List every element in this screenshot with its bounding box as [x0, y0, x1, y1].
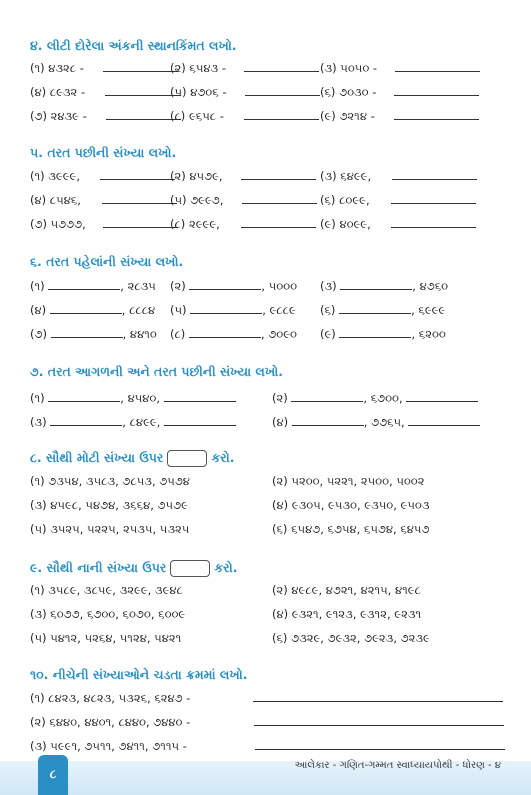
item-number: (૮): [170, 217, 186, 231]
number-list-item: [30, 474, 190, 489]
exercise-item: [320, 216, 476, 232]
item-number: (૪): [30, 303, 47, 317]
item-number: (૨): [272, 583, 288, 597]
footer-text: આલેકાર - ગણિત-ગમ્મત સ્વાધ્યાયપોથી - ધોરણ - ૪: [294, 760, 501, 771]
number-list-item: [272, 607, 421, 622]
item-value: , ૪૫૪૦,: [120, 391, 160, 405]
item-value: ૩૯૯૯,: [48, 169, 81, 183]
item-number: (૪): [30, 193, 47, 207]
item-number: (૧): [30, 391, 45, 405]
item-value: , ૨૮૩૫: [120, 279, 156, 293]
item-number: (૨): [30, 715, 46, 729]
exercise-item: [30, 192, 177, 208]
exercise-item: [30, 390, 236, 406]
number-list: ૪૯૮૯, ૪૭૨૧, ૪૨૧૫, ૪૧૯૮: [291, 583, 421, 597]
item-number: (૩): [320, 169, 337, 183]
number-list: ૯૩૨૧, ૯૧૨૩, ૯૩૧૨, ૯૨૩૧: [291, 607, 422, 621]
item-value: , ૭૭૬૫,: [363, 415, 405, 429]
answer-blank[interactable]: [105, 84, 180, 96]
answer-blank[interactable]: [244, 108, 319, 120]
exercise-item: [170, 302, 296, 318]
answer-blank[interactable]: [50, 414, 122, 426]
page-number: ૮: [38, 755, 68, 795]
item-value: ૭૯૯૭,: [190, 193, 224, 207]
item-value: , ૭૦૯૦: [260, 327, 297, 341]
answer-blank[interactable]: [291, 390, 363, 402]
number-list: ૩૫૨૫, ૫૨૨૫, ૨૫૩૫, ૫૩૨૫: [50, 522, 190, 536]
answer-blank[interactable]: [103, 60, 178, 72]
number-list-item: [272, 583, 421, 598]
section-9-title-a: ૯. સૌથી નાની સંખ્યા ઉપર: [30, 560, 167, 575]
item-value: , ૪૭૬૦: [412, 279, 449, 293]
number-list: ૭૩૨૯, ૭૯૩૨, ૭૯૨૩, ૭૨૩૯: [291, 631, 430, 645]
item-number: (૩): [30, 739, 47, 753]
item-number: (૫): [170, 193, 187, 207]
exercise-item: [320, 278, 448, 294]
item-number: (૮): [170, 327, 186, 341]
answer-blank[interactable]: [48, 278, 120, 290]
exercise-item: [30, 216, 178, 232]
section-8-title-a: ૮. સૌથી મોટી સંખ્યા ઉપર: [30, 450, 164, 465]
answer-blank[interactable]: [394, 108, 479, 120]
answer-blank[interactable]: [253, 690, 503, 702]
exercise-item: [320, 302, 445, 318]
answer-blank[interactable]: [391, 192, 476, 204]
number-list-item: [30, 522, 189, 537]
section-6-title: ૬. તરત પહેલાંની સંખ્યા લખો.: [30, 254, 184, 269]
answer-blank[interactable]: [391, 216, 476, 228]
item-number: (૧): [30, 61, 45, 75]
exercise-item: [170, 278, 297, 294]
answer-blank[interactable]: [392, 168, 477, 180]
item-value: , ૬૯૯૯: [411, 303, 446, 317]
exercise-item: [320, 60, 480, 76]
item-number: (૨): [170, 61, 186, 75]
answer-blank[interactable]: [189, 278, 261, 290]
item-number: (૪): [30, 85, 47, 99]
item-value: ૭૨૧૪ -: [339, 109, 375, 123]
item-value: , ૬૨૦૦: [411, 327, 446, 341]
item-value: ૫૦૫૦ -: [340, 61, 378, 75]
section-5-title: ૫. તરત પછીની સંખ્યા લખો.: [30, 145, 177, 160]
answer-blank[interactable]: [339, 326, 411, 338]
answer-blank[interactable]: [242, 192, 317, 204]
exercise-item: [30, 278, 156, 294]
exercise-item: [272, 414, 480, 430]
item-value: ૪૩૨૮ -: [48, 61, 84, 75]
item-number: (૯): [320, 217, 336, 231]
exercise-item: [170, 326, 297, 342]
number-list-item: [272, 498, 429, 513]
item-number: (૪): [272, 607, 289, 621]
item-value: , ૯૮૮૯: [262, 303, 296, 317]
item-number: (૩): [30, 498, 47, 512]
item-number: (૯): [320, 327, 336, 341]
exercise-item: [30, 302, 155, 318]
item-number: (૫): [30, 522, 47, 536]
number-list: ૮૪૨૩, ૪૮૨૩, ૫૩૨૬, ૬૨૪૭ -: [48, 691, 191, 705]
number-list: ૫૪૧૨, ૫૨૬૪, ૫૧૨૪, ૫૪૨૧: [50, 631, 182, 645]
number-list: ૯૩૦૫, ૯૫૩૦, ૯૩૫૦, ૯૫૦૩: [291, 498, 430, 512]
item-number: (૬): [320, 193, 336, 207]
item-number: (૭): [30, 217, 47, 231]
section-10-title: ૧૦. નીચેની સંખ્યાઓને ચડતા ક્રમમાં લખો.: [30, 667, 248, 682]
number-list: ૫૨૦૦, ૫૨૨૧, ૨૫૦૦, ૫૦૦૨: [291, 474, 425, 488]
exercise-item: [272, 390, 478, 406]
item-number: (૩): [320, 279, 337, 293]
answer-blank[interactable]: [241, 216, 316, 228]
number-list-item: [272, 631, 430, 646]
item-number: (૩): [30, 607, 47, 621]
item-value: ૫૭૭૭,: [50, 217, 86, 231]
section-8-title: [30, 450, 235, 467]
item-value: ૭૦૩૦ -: [339, 85, 377, 99]
item-number: (૫): [170, 85, 187, 99]
item-value: ૪૭૦૬ -: [190, 85, 227, 99]
answer-blank[interactable]: [103, 216, 178, 228]
number-list: ૬૪૪૦, ૪૪૦૧, ૮૪૪૦, ૭૪૪૦ -: [49, 715, 191, 729]
item-number: (૨): [170, 169, 186, 183]
section-4-title: ૪. લીટી દોરેલા અંકની સ્થાનકિંમત લખો.: [30, 38, 237, 53]
answer-blank[interactable]: [394, 84, 479, 96]
answer-box-icon: [170, 560, 210, 577]
item-number: (૨): [272, 391, 288, 405]
item-value: , ૬૭૦૦,: [363, 391, 403, 405]
answer-box-icon: [167, 450, 207, 467]
item-number: (૧): [30, 583, 45, 597]
answer-blank[interactable]: [254, 714, 504, 726]
number-list-item: [30, 583, 183, 598]
item-number: (૧): [30, 474, 45, 488]
item-number: (૬): [272, 631, 288, 645]
item-value: , ૪૪૧૦: [122, 327, 157, 341]
answer-blank[interactable]: [395, 60, 480, 72]
item-value: ૮૯૩૨ -: [49, 85, 86, 99]
answer-blank[interactable]: [244, 60, 319, 72]
item-number: (૪): [272, 415, 289, 429]
item-number: (૩): [30, 415, 47, 429]
answer-blank[interactable]: [164, 390, 236, 402]
item-value: ૯૬૫૮ -: [188, 109, 224, 123]
number-list: ૭૩૫૪, ૩૫૮૩, ૭૮૫૩, ૭૫૭૪: [48, 474, 190, 488]
exercise-item: [320, 108, 479, 124]
item-number: (૨): [272, 474, 288, 488]
exercise-item: [320, 326, 446, 342]
ordering-item: [30, 690, 503, 706]
item-number: (૭): [30, 109, 47, 123]
answer-blank[interactable]: [241, 168, 316, 180]
footer: [0, 747, 531, 795]
item-value: ૬૪૯૯,: [340, 169, 372, 183]
number-list-item: [30, 498, 188, 513]
section-9-title: [30, 560, 238, 577]
item-value: , ૮૮૮૪: [121, 303, 156, 317]
answer-blank[interactable]: [48, 390, 120, 402]
item-number: (૬): [320, 303, 336, 317]
exercise-item: [30, 414, 236, 430]
answer-blank[interactable]: [408, 414, 480, 426]
item-number: (૯): [320, 109, 336, 123]
item-value: , ૮૪૯૯,: [122, 415, 161, 429]
answer-blank[interactable]: [245, 84, 320, 96]
exercise-item: [30, 326, 157, 342]
item-number: (૫): [170, 303, 187, 317]
number-list-item: [272, 474, 424, 489]
answer-blank[interactable]: [340, 278, 412, 290]
section-9-title-b: કરો.: [214, 560, 238, 575]
item-number: (૩): [320, 61, 337, 75]
answer-blank[interactable]: [50, 302, 122, 314]
exercise-item: [30, 108, 181, 124]
item-number: (૧): [30, 279, 45, 293]
section-7-title: ૭. તરત આગળની અને તરત પછીની સંખ્યા લખો.: [30, 364, 283, 379]
exercise-item: [320, 168, 477, 184]
answer-blank[interactable]: [190, 302, 262, 314]
exercise-item: [170, 84, 320, 100]
item-value: , ૫૦૦૦: [261, 279, 298, 293]
answer-blank[interactable]: [292, 414, 364, 426]
exercise-item: [30, 168, 175, 184]
exercise-item: [170, 168, 316, 184]
item-value: ૬૫૪૩ -: [189, 61, 226, 75]
item-number: (૧): [30, 169, 45, 183]
exercise-item: [30, 84, 180, 100]
item-number: (૫): [30, 631, 47, 645]
item-value: ૪૦૯૯,: [339, 217, 371, 231]
exercise-item: [320, 192, 476, 208]
item-number: (૨): [170, 279, 186, 293]
exercise-item: [320, 84, 479, 100]
number-list: ૬૦૭૭, ૬૭૦૦, ૬૦૭૦, ૬૦૦૯: [50, 607, 186, 621]
item-number: (૬): [320, 85, 336, 99]
item-number: (૭): [30, 327, 47, 341]
item-value: ૨૯૯૯,: [188, 217, 220, 231]
section-8-title-b: કરો.: [211, 450, 235, 465]
number-list-item: [30, 607, 185, 622]
number-list: ૩૫૮૯, ૩૮૫૯, ૩૨૯૯, ૩૯૪૮: [48, 583, 183, 597]
item-value: ૨૪૩૯ -: [50, 109, 87, 123]
answer-blank[interactable]: [406, 390, 478, 402]
answer-blank[interactable]: [100, 168, 175, 180]
answer-blank[interactable]: [102, 192, 177, 204]
item-value: ૪૫૭૯,: [189, 169, 223, 183]
number-list-item: [272, 522, 429, 537]
item-value: ૮૦૯૯,: [339, 193, 370, 207]
exercise-item: [30, 60, 178, 76]
exercise-item: [170, 60, 319, 76]
item-value: ૮૫૪૬,: [49, 193, 81, 207]
number-list: ૬૫૪૭, ૬૭૫૪, ૬૫૭૪, ૬૪૫૭: [291, 522, 430, 536]
answer-blank[interactable]: [339, 302, 411, 314]
number-list: ૫૯૯૧, ૭૫૧૧, ૭૪૧૧, ૭૧૧૫ -: [50, 739, 187, 753]
answer-blank[interactable]: [51, 326, 123, 338]
exercise-item: [170, 216, 316, 232]
item-number: (૪): [272, 498, 289, 512]
number-list-item: [30, 631, 181, 646]
ordering-item: [30, 714, 504, 730]
answer-blank[interactable]: [189, 326, 261, 338]
item-number: (૧): [30, 691, 45, 705]
exercise-item: [170, 192, 317, 208]
item-number: (૬): [272, 522, 288, 536]
exercise-item: [170, 108, 319, 124]
number-list: ૪૫૯૮, ૫૪૭૪, ૩૬૬૪, ૭૫૭૯: [50, 498, 188, 512]
answer-blank[interactable]: [164, 414, 236, 426]
item-number: (૮): [170, 109, 186, 123]
